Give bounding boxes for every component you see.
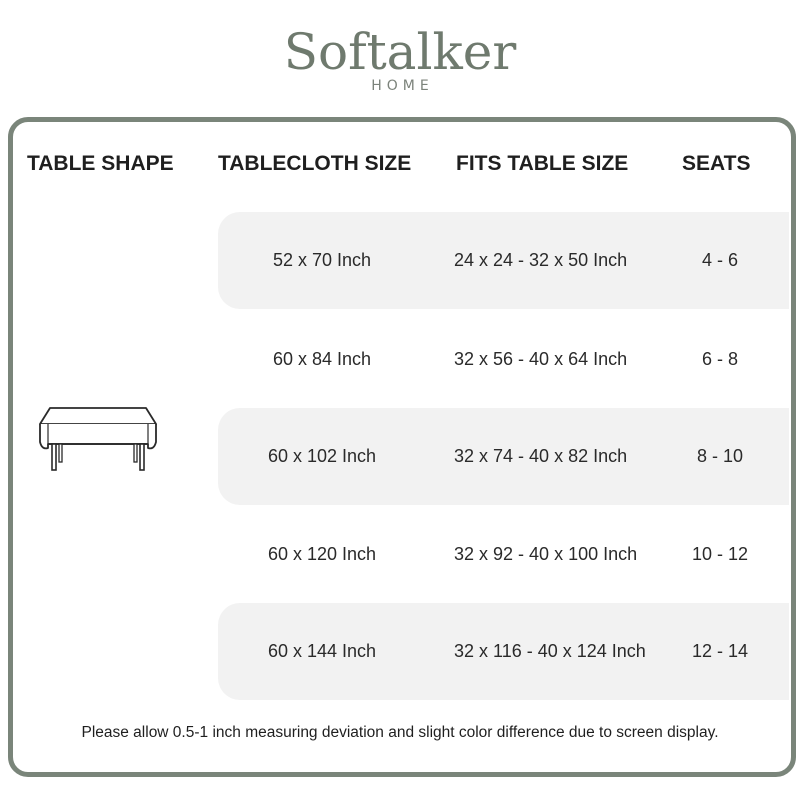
brand-name: Softalker <box>283 23 517 81</box>
brand-subtitle: HOME <box>371 78 434 94</box>
fits-table-size-cell: 32 x 116 - 40 x 124 Inch <box>454 641 646 661</box>
header-table-shape: TABLE SHAPE <box>27 152 174 175</box>
table-row <box>218 603 789 700</box>
seats-cell: 10 - 12 <box>691 544 749 564</box>
brand-logo <box>0 24 800 94</box>
tablecloth-size-cell: 60 x 84 Inch <box>272 349 372 369</box>
disclaimer-note: Please allow 0.5-1 inch measuring deviation and slight color difference due to screen display. <box>81 724 719 741</box>
table-row <box>218 311 789 408</box>
fits-table-size-cell: 32 x 92 - 40 x 100 Inch <box>454 544 638 564</box>
fits-table-size-cell: 32 x 56 - 40 x 64 Inch <box>454 349 628 369</box>
fits-table-size-cell: 32 x 74 - 40 x 82 Inch <box>454 446 628 466</box>
table-row <box>218 212 789 309</box>
seats-cell: 8 - 10 <box>696 446 744 466</box>
rectangle-table-icon <box>36 404 162 476</box>
header-seats: SEATS <box>682 152 751 175</box>
table-row <box>218 506 789 603</box>
seats-cell: 12 - 14 <box>691 641 749 661</box>
table-row <box>218 408 789 505</box>
seats-cell: 4 - 6 <box>701 250 739 270</box>
tablecloth-size-cell: 60 x 102 Inch <box>267 446 377 466</box>
tablecloth-size-cell: 60 x 120 Inch <box>267 544 377 564</box>
header-tablecloth-size: TABLECLOTH SIZE <box>218 152 412 175</box>
header-fits-table-size: FITS TABLE SIZE <box>456 152 629 175</box>
fits-table-size-cell: 24 x 24 - 32 x 50 Inch <box>454 250 628 270</box>
tablecloth-size-cell: 52 x 70 Inch <box>272 250 372 270</box>
tablecloth-size-cell: 60 x 144 Inch <box>267 641 377 661</box>
seats-cell: 6 - 8 <box>701 349 739 369</box>
